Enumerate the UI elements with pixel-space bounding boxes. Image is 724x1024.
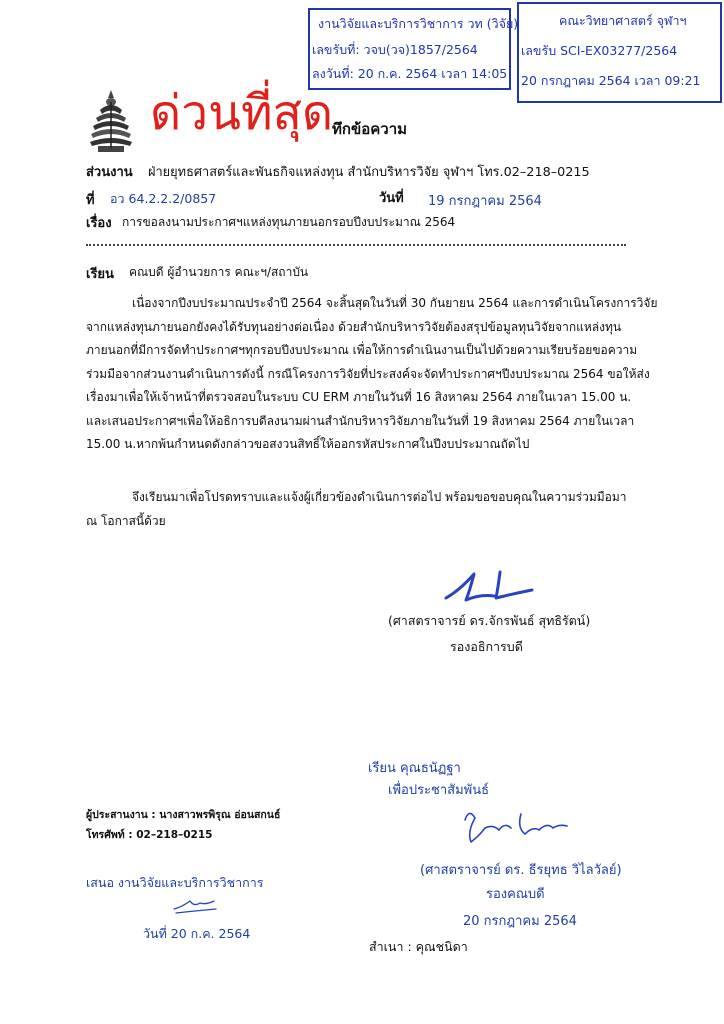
stamp-faculty-received-date: 20 กรกฎาคม 2564 เวลา 09:21 — [521, 73, 701, 88]
dotted-divider — [86, 244, 626, 246]
deputy-dean-signature — [455, 800, 575, 850]
chulalongkorn-emblem-icon — [86, 88, 136, 154]
body-line: ภายนอกที่มีการจัดทำประกาศฯทุกรอบปีงบประมาณ เพื่อให้การดำเนินงานเป็นไปด้วยความเรียบร้อยขอความ — [86, 343, 638, 357]
annotation-purpose: เพื่อประชาสัมพันธ์ — [388, 783, 490, 798]
propose-date: วันที่ 20 ก.ค. 2564 — [143, 926, 251, 941]
body-paragraph-2 — [86, 486, 627, 533]
staff-initial-signature — [170, 893, 220, 917]
date-label: วันที่ — [379, 191, 404, 206]
body-line: 15.00 น.หากพ้นกำหนดดังกล่าวขอสงวนสิทธิ์ให้ออกรหัสประกาศในปีงบประมาณถัดไป — [86, 437, 530, 451]
signatory-position: รองอธิการบดี — [450, 639, 523, 654]
body-line: เรื่องมาเพื่อให้เจ้าหน้าที่ตรวจสอบในระบบ CU ERM ภายในวันที่ 16 สิงหาคม 2564 ภายในเวลา 15.00 น. — [86, 390, 632, 404]
to-label: เรียน — [86, 267, 114, 282]
subject-value: การขอลงนามประกาศฯแหล่งทุนภายนอกรอบปีงบประมาณ 2564 — [122, 215, 456, 229]
coordinator-phone: โทรศัพท์ : 02–218–0215 — [86, 829, 213, 841]
body-line: และเสนอประกาศฯเพื่อให้อธิการบดีลงนามผ่านสำนักบริหารวิจัยภายในวันที่ 19 สิงหาคม 2564 ภายในเวลา — [86, 413, 635, 428]
department-value: ฝ่ายยุทธศาสตร์และพันธกิจแหล่งทุน สำนักบริหารวิจัย จุฬาฯ โทร.02–218–0215 — [148, 165, 590, 180]
subject-label: เรื่อง — [86, 216, 112, 231]
body-line: เนื่องจากปีงบประมาณประจำปี 2564 จะสิ้นสุดในวันที่ 30 กันยายน 2564 และการดำเนินโครงการวิจัย — [132, 296, 658, 310]
vice-president-signature — [440, 560, 540, 610]
research-receipt-stamp — [308, 8, 519, 90]
annotation-cc: สำเนา : คุณชนิดา — [369, 939, 468, 954]
stamp-research-title: งานวิจัยและบริการวิชาการ วท (วิจัย) — [318, 16, 519, 31]
reference-label: ที่ — [86, 193, 95, 208]
signatory-name: (ศาสตราจารย์ ดร.จักรพันธ์ สุทธิรัตน์) — [388, 613, 591, 628]
urgency-label: ด่วนที่สุด — [150, 85, 334, 141]
annotation-signer-date: 20 กรกฎาคม 2564 — [463, 914, 577, 929]
propose-line: เสนอ งานวิจัยและบริการวิชาการ — [86, 875, 264, 890]
reference-value: อว 64.2.2.2/0857 — [110, 191, 217, 206]
body-paragraph-1 — [86, 292, 657, 457]
stamp-faculty-title: คณะวิทยาศาสตร์ จุฬาฯ — [559, 13, 687, 28]
stamp-research-received-date: ลงวันที่: 20 ก.ค. 2564 เวลา 14:05 — [312, 66, 508, 81]
body-line: ณ โอกาสนี้ด้วย — [86, 513, 166, 528]
body-line: จากแหล่งทุนภายนอกยังคงได้รับทุนอย่างต่อเนื่อง ด้วยสำนักบริหารวิจัยต้องสรุปข้อมูลทุนวิจัยจากแหล่งทุน — [86, 319, 622, 334]
to-value: คณบดี ผู้อำนวยการ คณะฯ/สถาบัน — [129, 265, 309, 279]
annotation-to: เรียน คุณธนัฏฐา — [368, 761, 461, 776]
date-value: 19 กรกฎาคม 2564 — [428, 194, 542, 209]
stamp-research-received-no: เลขรับที่: วจบ(วจ)1857/2564 — [312, 42, 478, 57]
department-label: ส่วนงาน — [86, 165, 133, 180]
annotation-signer-name: (ศาสตราจารย์ ดร. ธีรยุทธ วิไลวัลย์) — [420, 863, 622, 878]
memo-title: ทึกข้อความ — [332, 120, 407, 138]
faculty-receipt-stamp — [517, 2, 722, 103]
coordinator-name: ผู้ประสานงาน : นางสาวพรพิรุณ อ่อนสกนธ์ — [86, 809, 281, 821]
body-line: จึงเรียนมาเพื่อโปรดทราบและแจ้งผู้เกี่ยวข้องดำเนินการต่อไป พร้อมขอขอบคุณในความร่วมมือมา — [132, 490, 627, 504]
annotation-signer-position: รองคณบดี — [486, 887, 545, 902]
body-line: ร่วมมือจากส่วนงานดำเนินการดังนี้ กรณีโครงการวิจัยที่ประสงค์จะจัดทำประกาศฯปีงบประมาณ 2564 ขอให้ส่ง — [86, 366, 650, 381]
stamp-faculty-received-no: เลขรับ SCI-EX03277/2564 — [521, 43, 678, 58]
